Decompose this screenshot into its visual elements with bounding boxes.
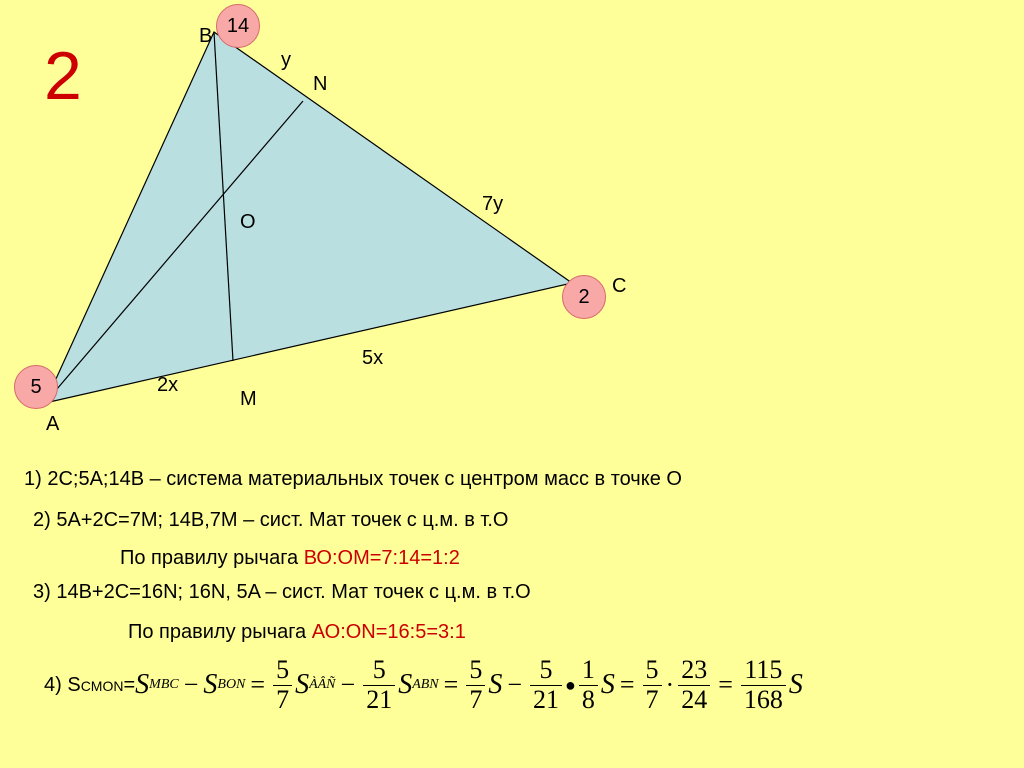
segment-label-bn: y <box>281 49 291 71</box>
rule-1-ratio: ВО:ОМ=7:14=1:2 <box>303 547 460 569</box>
mass-circle-a: 5 <box>14 365 58 409</box>
triangle-abc <box>45 32 572 403</box>
rule-2 <box>128 622 466 642</box>
sub-garbled: ÀÂÑ <box>309 677 336 693</box>
sub-mbc: MBC <box>149 677 179 693</box>
fraction-4: $\frac{5}{21}$ <box>530 656 562 714</box>
fraction-5: $\frac{1}{8}$ <box>579 656 598 714</box>
fraction-1: $\frac{5}{7}$ <box>273 656 292 714</box>
fraction-8: $\frac{115}{168}$ <box>741 656 786 714</box>
slide-number: 2 <box>44 38 82 114</box>
fraction-3: $\frac{5}{7}$ <box>466 656 485 714</box>
vertex-label-c: C <box>612 275 627 297</box>
vertex-label-b: B <box>199 25 213 47</box>
s-symbol: S <box>135 669 150 701</box>
area-formula <box>44 656 803 714</box>
fraction-6: $\frac{5}{7}$ <box>643 656 662 714</box>
point-label-o: O <box>240 211 256 233</box>
formula-prefix: 4) SCMON= <box>44 674 136 697</box>
formula-expression: S MBC − S BON = $\frac{5}{7}$ S ÀÂÑ − $\frac{5}{21}$ S ABN = $\frac{5}{7}$ S − $\frac{5}{21}$ ● $\frac{1}{8}$ S = $\frac{5}{7}$ · $\frac{23}{24}$ = $\frac{115}{168}$ S <box>135 655 803 714</box>
segment-label-mc: 5x <box>362 347 384 369</box>
segment-label-nc: 7y <box>482 193 504 215</box>
rule-1 <box>120 548 460 568</box>
rule-1-prefix: По правилу рычага <box>120 547 304 569</box>
sub-bon: BON <box>217 677 246 693</box>
sub-abn: ABN <box>412 677 439 693</box>
step-1-text: 1) 2С;5А;14В – система материальных точек с центром масс в точке О <box>24 468 682 490</box>
rule-2-prefix: По правилу рычага <box>128 621 312 643</box>
step-3-text: 3) 14В+2С=16N; 16N, 5A – сист. Мат точек с ц.м. в т.О <box>33 581 531 603</box>
segment-label-am: 2x <box>157 374 179 396</box>
bullet-multiply: ● <box>564 674 576 695</box>
point-label-m: M <box>240 388 257 410</box>
fraction-2: $\frac{5}{21}$ <box>363 656 395 714</box>
mass-circle-b: 14 <box>216 4 260 48</box>
point-label-n: N <box>313 73 328 95</box>
mass-circle-c: 2 <box>562 275 606 319</box>
step-2-text: 2) 5А+2С=7М; 14В,7М – сист. Мат точек с ц.м. в т.О <box>33 509 509 531</box>
vertex-label-a: A <box>46 413 60 435</box>
rule-2-ratio: АО:ОN=16:5=3:1 <box>311 621 466 643</box>
fraction-7: $\frac{23}{24}$ <box>678 656 710 714</box>
